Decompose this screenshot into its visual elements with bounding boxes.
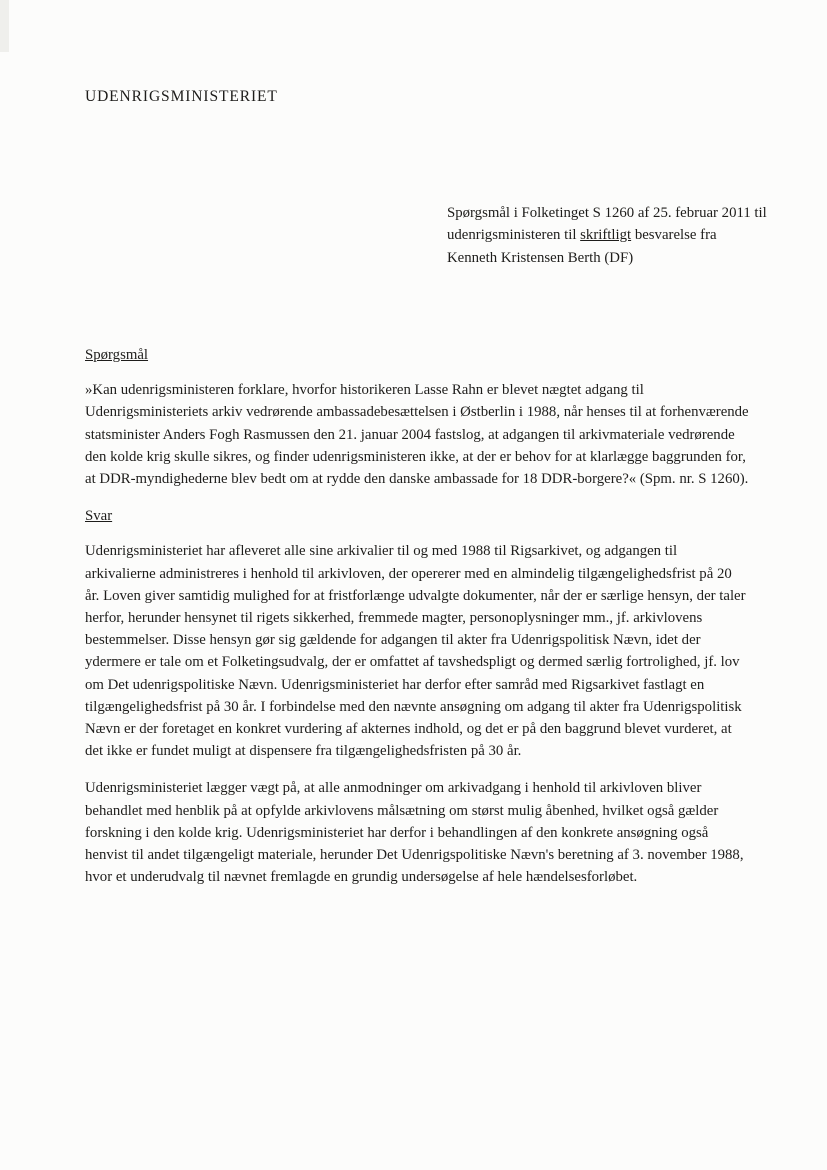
answer-paragraph-1: Udenrigsministeriet har afleveret alle sine arkivalier til og med 1988 til Rigsarkivet, og adgangen til arkivalierne administreres i henhold til arkivloven, der opererer med en almindelig tilgængelighedsfrist på 20 år. Loven giver samtidig mulighed for at fristforlænge udvalgte dokumenter, når der er særlige hensyn, der taler herfor, herunder hensynet til rigets sikkerhed, fremmede magter, personoplysninger mm., jf. arkivlovens bestemmelser. Disse hensyn gør sig gældende for adgangen til akter fra Udenrigspolitisk Nævn, idet der ydermere er tale om et Folketingsudvalg, der er omfattet af tavshedspligt og dermed særlig fortrolighed, jf. lov om Det udenrigspolitiske Nævn. Udenrigsministeriet har derfor efter samråd med Rigsarkivet fastlagt en tilgængelighedsfrist på 30 år. I forbindelse med den nævnte ansøgning om adgang til akter fra Udenrigspolitisk Nævn er der foretaget en konkret vurdering af akternes indhold, og det er på den baggrund blevet vurderet, at det ikke er fundet muligt at dispensere fra tilgængelighedsfristen på 30 år. <box>85 543 746 760</box>
question-heading: Spørgsmål <box>85 347 149 363</box>
reference-text-after: besvarelse fra Kenneth Kristensen Berth (DF) <box>447 227 717 266</box>
reference-text-before: Spørgsmål i Folketinget S 1260 af 25. februar 2011 til udenrigsministeren til <box>447 205 767 244</box>
reference-block <box>447 202 769 269</box>
question-paragraph: »Kan udenrigsministeren forklare, hvorfor historikeren Lasse Rahn er blevet nægtet adgang til Udenrigsministeriets arkiv vedrørende ambassadebesættelsen i Østberlin i 1988, når henses til at forhenværende statsminister Anders Fogh Rasmussen den 21. januar 2004 fastslog, at adgangen til arkivmateriale vedrørende den kolde krig skulle sikres, og finder udenrigsministeren ikke, at der er behov for at klarlægge baggrunden for, at DDR-myndighederne blev bedt om at rydde den danske ambassade for 18 DDR-borgere?« (Spm. nr. S 1260). <box>85 382 749 488</box>
reference-underlined-word: skriftligt <box>580 227 632 244</box>
scan-artifact <box>0 0 9 52</box>
document-body <box>85 344 749 888</box>
answer-heading: Svar <box>85 508 113 525</box>
answer-paragraph-2: Udenrigsministeriet lægger vægt på, at alle anmodninger om arkivadgang i henhold til arkivloven bliver behandlet med henblik på at opfylde arkivlovens målsætning om størst mulig åbenhed, hvilket også gælder forskning i den kolde krig. Udenrigsministeriet har derfor i behandlingen af den konkrete ansøgning også henvist til andet tilgængeligt materiale, herunder Det Udenrigspolitiske Nævn's beretning af 3. november 1988, hvor et underudvalg til nævnet fremlagde en grundig undersøgelse af hele hændelsesforløbet. <box>85 780 744 886</box>
ministry-letterhead: UDENRIGSMINISTERIET <box>85 88 278 105</box>
